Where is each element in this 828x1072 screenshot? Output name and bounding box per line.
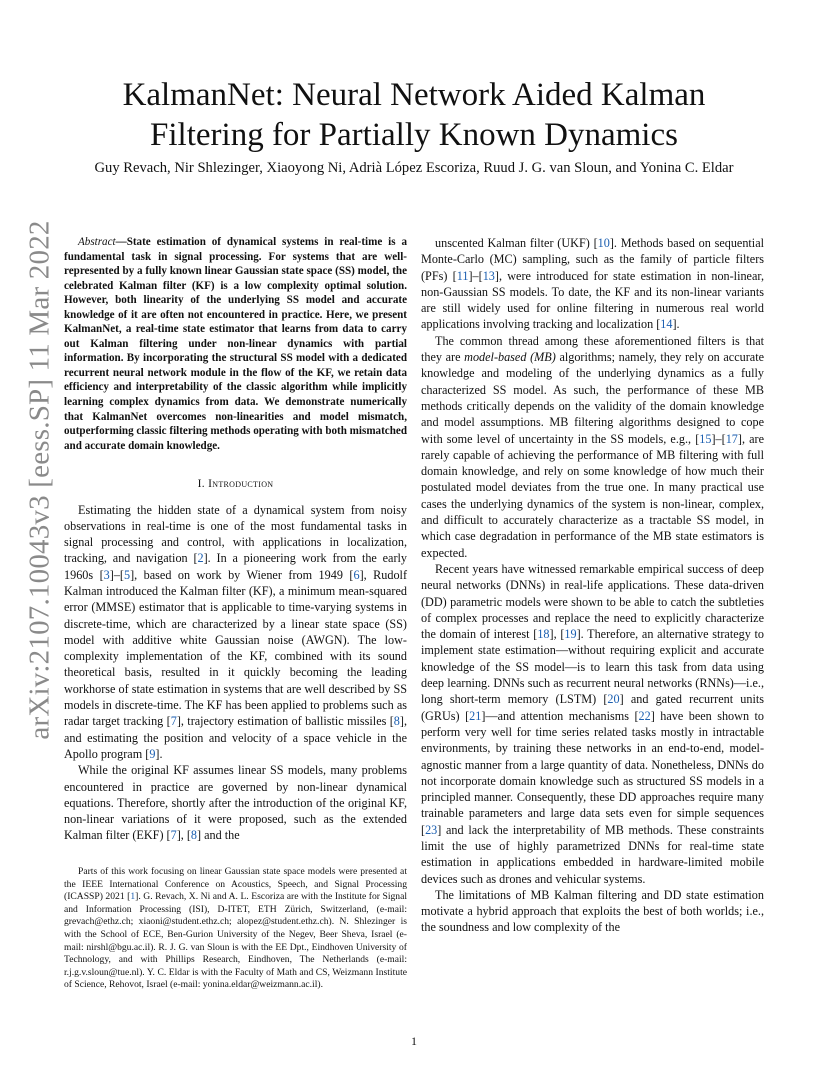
left-body-text — [64, 502, 407, 844]
page-number: 1 — [411, 1034, 417, 1048]
arxiv-identifier[interactable]: arXiv:2107.10043v3 [eess.SP] 11 Mar 2022 — [23, 220, 56, 740]
arxiv-side-stamp — [18, 220, 62, 740]
citation-link[interactable]: 14 — [660, 317, 673, 332]
citation-link[interactable]: 17 — [725, 431, 738, 446]
citation-link[interactable]: 7 — [170, 828, 177, 843]
citation-link[interactable]: 23 — [425, 822, 438, 837]
title-line-1: KalmanNet: Neural Network Aided Kalman — [122, 77, 706, 113]
citation-link[interactable]: 8 — [393, 714, 400, 729]
citation-link[interactable]: 15 — [699, 431, 712, 446]
citation-link[interactable]: 22 — [638, 708, 651, 723]
citation-link[interactable]: 1 — [130, 891, 136, 903]
body-paragraph: While the original KF assumes linear SS models, many problems encountered in practice are governed by non-linear dynamical equations. Therefore, shortly after the introduction of the original KF, non-linear variations of it were proposed, such as the extended Kalman filter (EKF) [7], [8] and the — [64, 763, 407, 843]
citation-link[interactable]: 2 — [197, 551, 204, 566]
citation-link[interactable]: 18 — [537, 627, 550, 642]
title-line-2: Filtering for Partially Known Dynamics — [150, 117, 678, 153]
body-paragraph: The common thread among these aforementioned filters is that they are model-based (MB) algorithms; namely, they rely on accurate knowledge and modeling of the underlying dynamics as a fully characterized SS model. As such, the performance of these MB methods critically depends on the validity of the domain knowledge and model assumptions. MB filtering algorithms designed to cope with some level of uncertainty in the SS models, e.g., [15]–[17], are rarely capable of achieving the performance of MB filtering with full domain knowledge, and rely on some knowledge of how much their postulated model deviates from the true one. In many practical use cases the underlying dynamics of the system is non-linear, complex, and difficult to accurately characterize as a tractable SS model, in which case degradation in performance of the MB state estimators is expected. — [421, 333, 764, 560]
citation-link[interactable]: 3 — [103, 567, 110, 582]
citation-link[interactable]: 9 — [149, 746, 156, 761]
emphasized-term: model-based (MB) — [464, 350, 556, 365]
author-list: Guy Revach, Nir Shlezinger, Xiaoyong Ni, Adrià López Escoriza, Ruud J. G. van Sloun, and Yonina C. Eldar — [94, 160, 734, 176]
citation-link[interactable]: 19 — [564, 627, 577, 642]
citation-link[interactable]: 5 — [123, 567, 131, 582]
citation-link[interactable]: 8 — [190, 828, 198, 843]
right-column — [421, 235, 764, 936]
section-number: I. — [197, 478, 209, 491]
body-paragraph: unscented Kalman filter (UKF) [10]. Methods based on sequential Monte-Carlo (MC) sampling, such as the family of particle filters (PFs) [11]–[13], were introduced for state estimation in non-linear, non-Gaussian SS models. To date, the KF and its non-linear variants are still widely used for online filtering in numerous real world applications involving tracking and localization [14]. — [421, 236, 764, 332]
citation-link[interactable]: 11 — [456, 268, 469, 283]
citation-link[interactable]: 6 — [353, 567, 360, 582]
citation-link[interactable]: 13 — [482, 268, 495, 283]
abstract-text: —State estimation of dynamical systems in real-time is a fundamental task in signal processing. For systems that are well-represented by a fully known linear Gaussian state space (SS) model, the celebrated Kalman filter (KF) is a low complexity optimal solution. However, both linearity of the underlying SS model and accurate knowledge of it are often not encountered in practice. Here, we present KalmanNet, a real-time state estimator that learns from data to carry out Kalman filtering under non-linear dynamics with partial information. By incorporating the structural SS model with a dedicated recurrent neural network module in the flow of the KF, we retain data efficiency and interpretability of the classic algorithm while implicitly learning complex dynamics from data. We demonstrate numerically that KalmanNet overcomes non-linearities and model mismatch, outperforming classic filtering methods operating with both mismatched and accurate domain knowledge. — [64, 236, 407, 452]
citation-link[interactable]: 21 — [469, 708, 482, 723]
left-column — [64, 235, 407, 844]
citation-link[interactable]: 10 — [597, 236, 610, 250]
section-title: Introduction — [208, 478, 274, 491]
abstract-label: Abstract — [78, 236, 116, 248]
body-paragraph: The limitations of MB Kalman filtering and DD state estimation motivate a hybrid approach that exploits the best of both worlds; i.e., the soundness and low complexity of the — [421, 887, 764, 935]
footnote: Parts of this work focusing on linear Gaussian state space models were presented at the IEEE International Conference on Acoustics, Speech, and Signal Processing (ICASSP) 2021 [1]. G. Revach, X. Ni and A. L. Escoriza are with the Institute for Signal and Information Processing (ISI), D-ITET, ETH Zürich, Switzerland, (e-mail: grevach@ethz.ch; xiaoni@student.ethz.ch; alopez@student.ethz.ch). N. Shlezinger is with the School of ECE, Ben-Gurion University of the Negev, Beer Sheva, Israel (e-mail: nirshl@bgu.ac.il). R. J. G. van Sloun is with the EE Dpt., Eindhoven University of Technology, and with Phillips Research, Eindhoven, The Netherlands (e-mail: r.j.g.v.sloun@tue.nl). Y. C. Eldar is with the Faculty of Math and CS, Weizmann Institute of Science, Rehovot, Israel (e-mail: yonina.eldar@weizmann.ac.il). — [64, 866, 407, 991]
section-heading-introduction — [64, 476, 407, 492]
paper-title — [70, 75, 758, 155]
citation-link[interactable]: 7 — [170, 714, 177, 729]
body-paragraph: Estimating the hidden state of a dynamical system from noisy observations in real-time is one of the most fundamental tasks in signal processing and control, with applications in localization, tracking, and navigation [2]. In a pioneering work from the early 1960s [3]–[5], based on work by Wiener from 1949 [6], Rudolf Kalman introduced the Kalman filter (KF), a minimum mean-squared error (MMSE) estimator that is applicable to time-varying systems in discrete-time, which are characterized by a linear state space (SS) model with additive white Gaussian noise (AWGN). The low-complexity implementation of the KF, combined with its sound theoretical basis, resulted in it quickly becoming the leading workhorse of state estimation in systems that are well described by SS models in discrete-time. The KF has been applied to problems such as radar target tracking [7], trajectory estimation of ballistic missiles [8], and estimating the position and velocity of a space vehicle in the Apollo program [9]. — [64, 502, 408, 761]
abstract — [64, 235, 407, 453]
citation-link[interactable]: 20 — [607, 692, 620, 707]
body-paragraph: Recent years have witnessed remarkable empirical success of deep neural networks (DNNs) in real-life applications. These data-driven (DD) parametric models were shown to be able to catch the subtleties of complex processes and replace the need to explicitly characterize the domain of interest [18], [19]. Therefore, an alternative strategy to implement state estimation—without requiring explicit and accurate knowledge of the SS model—is to learn this task from data using deep learning. DNNs such as recurrent neural networks (RNNs)—i.e., long short-term memory (LSTM) [20] and gated recurrent units (GRUs) [21]—and attention mechanisms [22] have been shown to perform very well for time series related tasks mostly in intractable environments, by training these networks in an end-to-end, model-agnostic manner from a large quantity of data. Nonetheless, DNNs do not incorporate domain knowledge such as structured SS models in a principled manner. Consequently, these DD approaches require many trainable parameters and large data sets even for simple sequences [23] and lack the interpretability of MB methods. These constraints limit the use of highly parametrized DNNs for real-time state estimation in applications embedded in hardware-limited mobile devices such as drones and vehicular systems. — [421, 561, 764, 886]
right-body-text — [421, 235, 764, 936]
